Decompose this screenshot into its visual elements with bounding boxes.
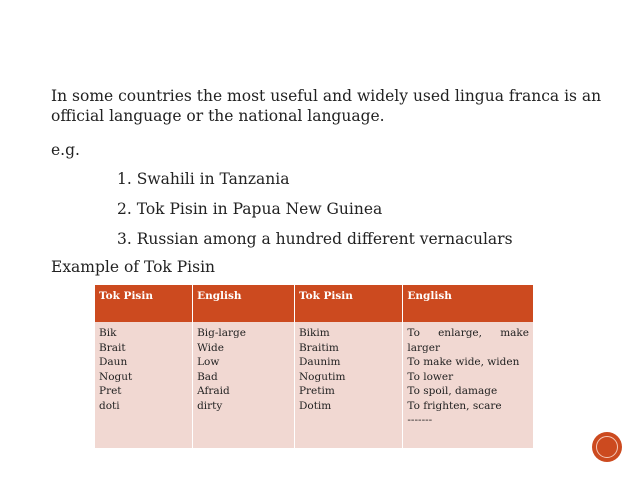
cell: Daun	[99, 356, 128, 368]
cell: Bik	[99, 327, 117, 339]
circle-nav-icon[interactable]	[592, 432, 622, 462]
cell: dirty	[197, 399, 223, 412]
header-tok-pisin-1: Tok Pisin	[95, 285, 193, 322]
col-english-derived	[403, 322, 533, 448]
header-tok-pisin-2: Tok Pisin	[294, 285, 402, 322]
cell: Braitim	[298, 341, 339, 354]
list-item: 1. Swahili in Tanzania	[117, 170, 290, 188]
cell: Pret	[99, 385, 122, 397]
eg-label: e.g.	[51, 141, 80, 159]
cell: To frighten, scare	[407, 399, 502, 412]
cell: Nogutim	[298, 370, 346, 383]
cell: Dotim	[298, 399, 332, 412]
cell: Afraid	[197, 385, 230, 397]
cell: Bikim	[298, 327, 330, 339]
cell: To lower	[407, 370, 454, 383]
cell: Big-large	[197, 327, 246, 339]
header-english-1: English	[193, 285, 295, 322]
cell: -------	[407, 414, 433, 426]
cell: Brait	[99, 341, 126, 354]
cell: Wide	[197, 341, 224, 354]
cell: Bad	[197, 370, 218, 383]
slide-text	[51, 86, 611, 276]
table-header-row	[95, 285, 533, 322]
intro-paragraph: In some countries the most useful and widely used lingua franca is an official language or the national language.	[51, 87, 602, 125]
cell: Daunim	[298, 356, 341, 368]
list-item: 3. Russian among a hundred different vernaculars	[117, 230, 513, 248]
example-heading: Example of Tok Pisin	[51, 258, 216, 276]
cell: Pretim	[298, 385, 335, 397]
cell: To spoil, damage	[407, 385, 498, 397]
cell: To enlarge, make larger	[407, 327, 529, 354]
cell: To make wide, widen	[407, 356, 520, 368]
col-tok-pisin-base	[95, 322, 193, 448]
header-english-2: English	[403, 285, 533, 322]
tok-pisin-table	[95, 285, 533, 448]
cell: doti	[99, 399, 120, 412]
cell: Nogut	[99, 370, 133, 383]
cell: Low	[197, 356, 220, 368]
circle-ring-icon	[596, 436, 618, 458]
list-item: 2. Tok Pisin in Papua New Guinea	[117, 200, 383, 218]
col-tok-pisin-derived	[294, 322, 402, 448]
col-english-base	[193, 322, 295, 448]
table-row	[95, 322, 533, 448]
